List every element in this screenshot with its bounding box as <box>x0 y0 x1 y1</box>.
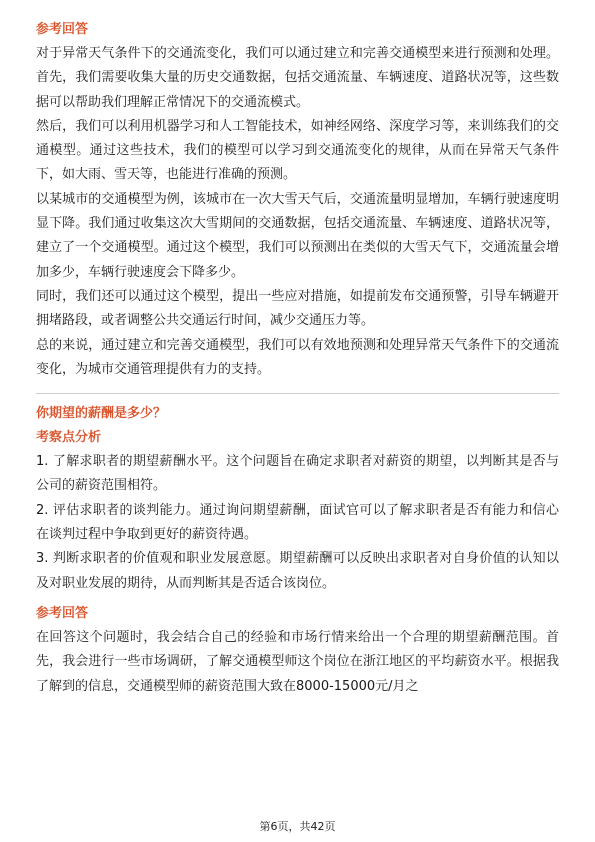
analysis-section <box>36 428 559 596</box>
section-heading-answer-2: 参考回答 <box>36 605 89 621</box>
page-number-footer: 第6页，共42页 <box>259 820 336 833</box>
answer-section <box>36 20 559 382</box>
answer2-paragraph-1: 在回答这个问题时，我会结合自己的经验和市场行情来给出一个合理的期望薪酬范围。首先，我会进行一些市场调研，了解交通模型师这个岗位在浙江地区的平均薪资水平。根据我了解到的信息，交通模型师的薪资范围大致在8000-15000元/月之 <box>36 629 559 694</box>
answer-paragraph-5: 总的来说，通过建立和完善交通模型，我们可以有效地预测和处理异常天气条件下的交通流变化，为城市交通管理提供有力的支持。 <box>36 337 559 377</box>
section-heading-answer: 参考回答 <box>36 22 89 37</box>
section-heading-analysis: 考察点分析 <box>36 430 102 446</box>
answer-paragraph-4: 同时，我们还可以通过这个模型，提出一些应对措施，如提前发布交通预警，引导车辆避开拥堵路段，或者调整公共交通运行时间，减少交通压力等。 <box>36 288 559 329</box>
document-page <box>36 20 559 699</box>
analysis-point-1: 1. 了解求职者的期望薪酬水平。这个问题旨在确定求职者对薪资的期望，以判断其是否与公司的薪资范围相符。 <box>36 454 559 494</box>
answer-paragraph-2: 然后，我们可以利用机器学习和人工智能技术，如神经网络、深度学习等，来训练我们的交通模型。通过这些技术，我们的模型可以学习到交通流变化的规律，从而在异常天气条件下，如大雨、雪天等，也能进行准确的预测。 <box>36 118 559 183</box>
answer-paragraph-1: 对于异常天气条件下的交通流变化，我们可以通过建立和完善交通模型来进行预测和处理。首先，我们需要收集大量的历史交通数据，包括交通流量、车辆速度、道路状况等，这些数据可以帮助我们理解正常情况下的交通流模式。 <box>36 46 559 110</box>
answer-paragraph-3: 以某城市的交通模型为例，该城市在一次大雪天气后，交通流量明显增加，车辆行驶速度明显下降。我们通过收集这次大雪期间的交通数据，包括交通流量、车辆速度、道路状况等，建立了一个交通模型。通过这个模型，我们可以预测出在类似的大雪天气下，交通流量会增加多少，车辆行驶速度会下降多少。 <box>36 191 559 280</box>
question-title: 你期望的薪酬是多少？ <box>36 406 167 422</box>
analysis-point-2: 2. 评估求职者的谈判能力。通过询问期望薪酬，面试官可以了解求职者是否有能力和信心在谈判过程中争取到更好的薪资待遇。 <box>36 502 559 543</box>
analysis-point-3: 3. 判断求职者的价值观和职业发展意愿。期望薪酬可以反映出求职者对自身价值的认知以及对职业发展的期待，从而判断其是否适合该岗位。 <box>36 551 559 591</box>
answer-section-2 <box>36 604 559 699</box>
section-divider <box>36 393 559 394</box>
